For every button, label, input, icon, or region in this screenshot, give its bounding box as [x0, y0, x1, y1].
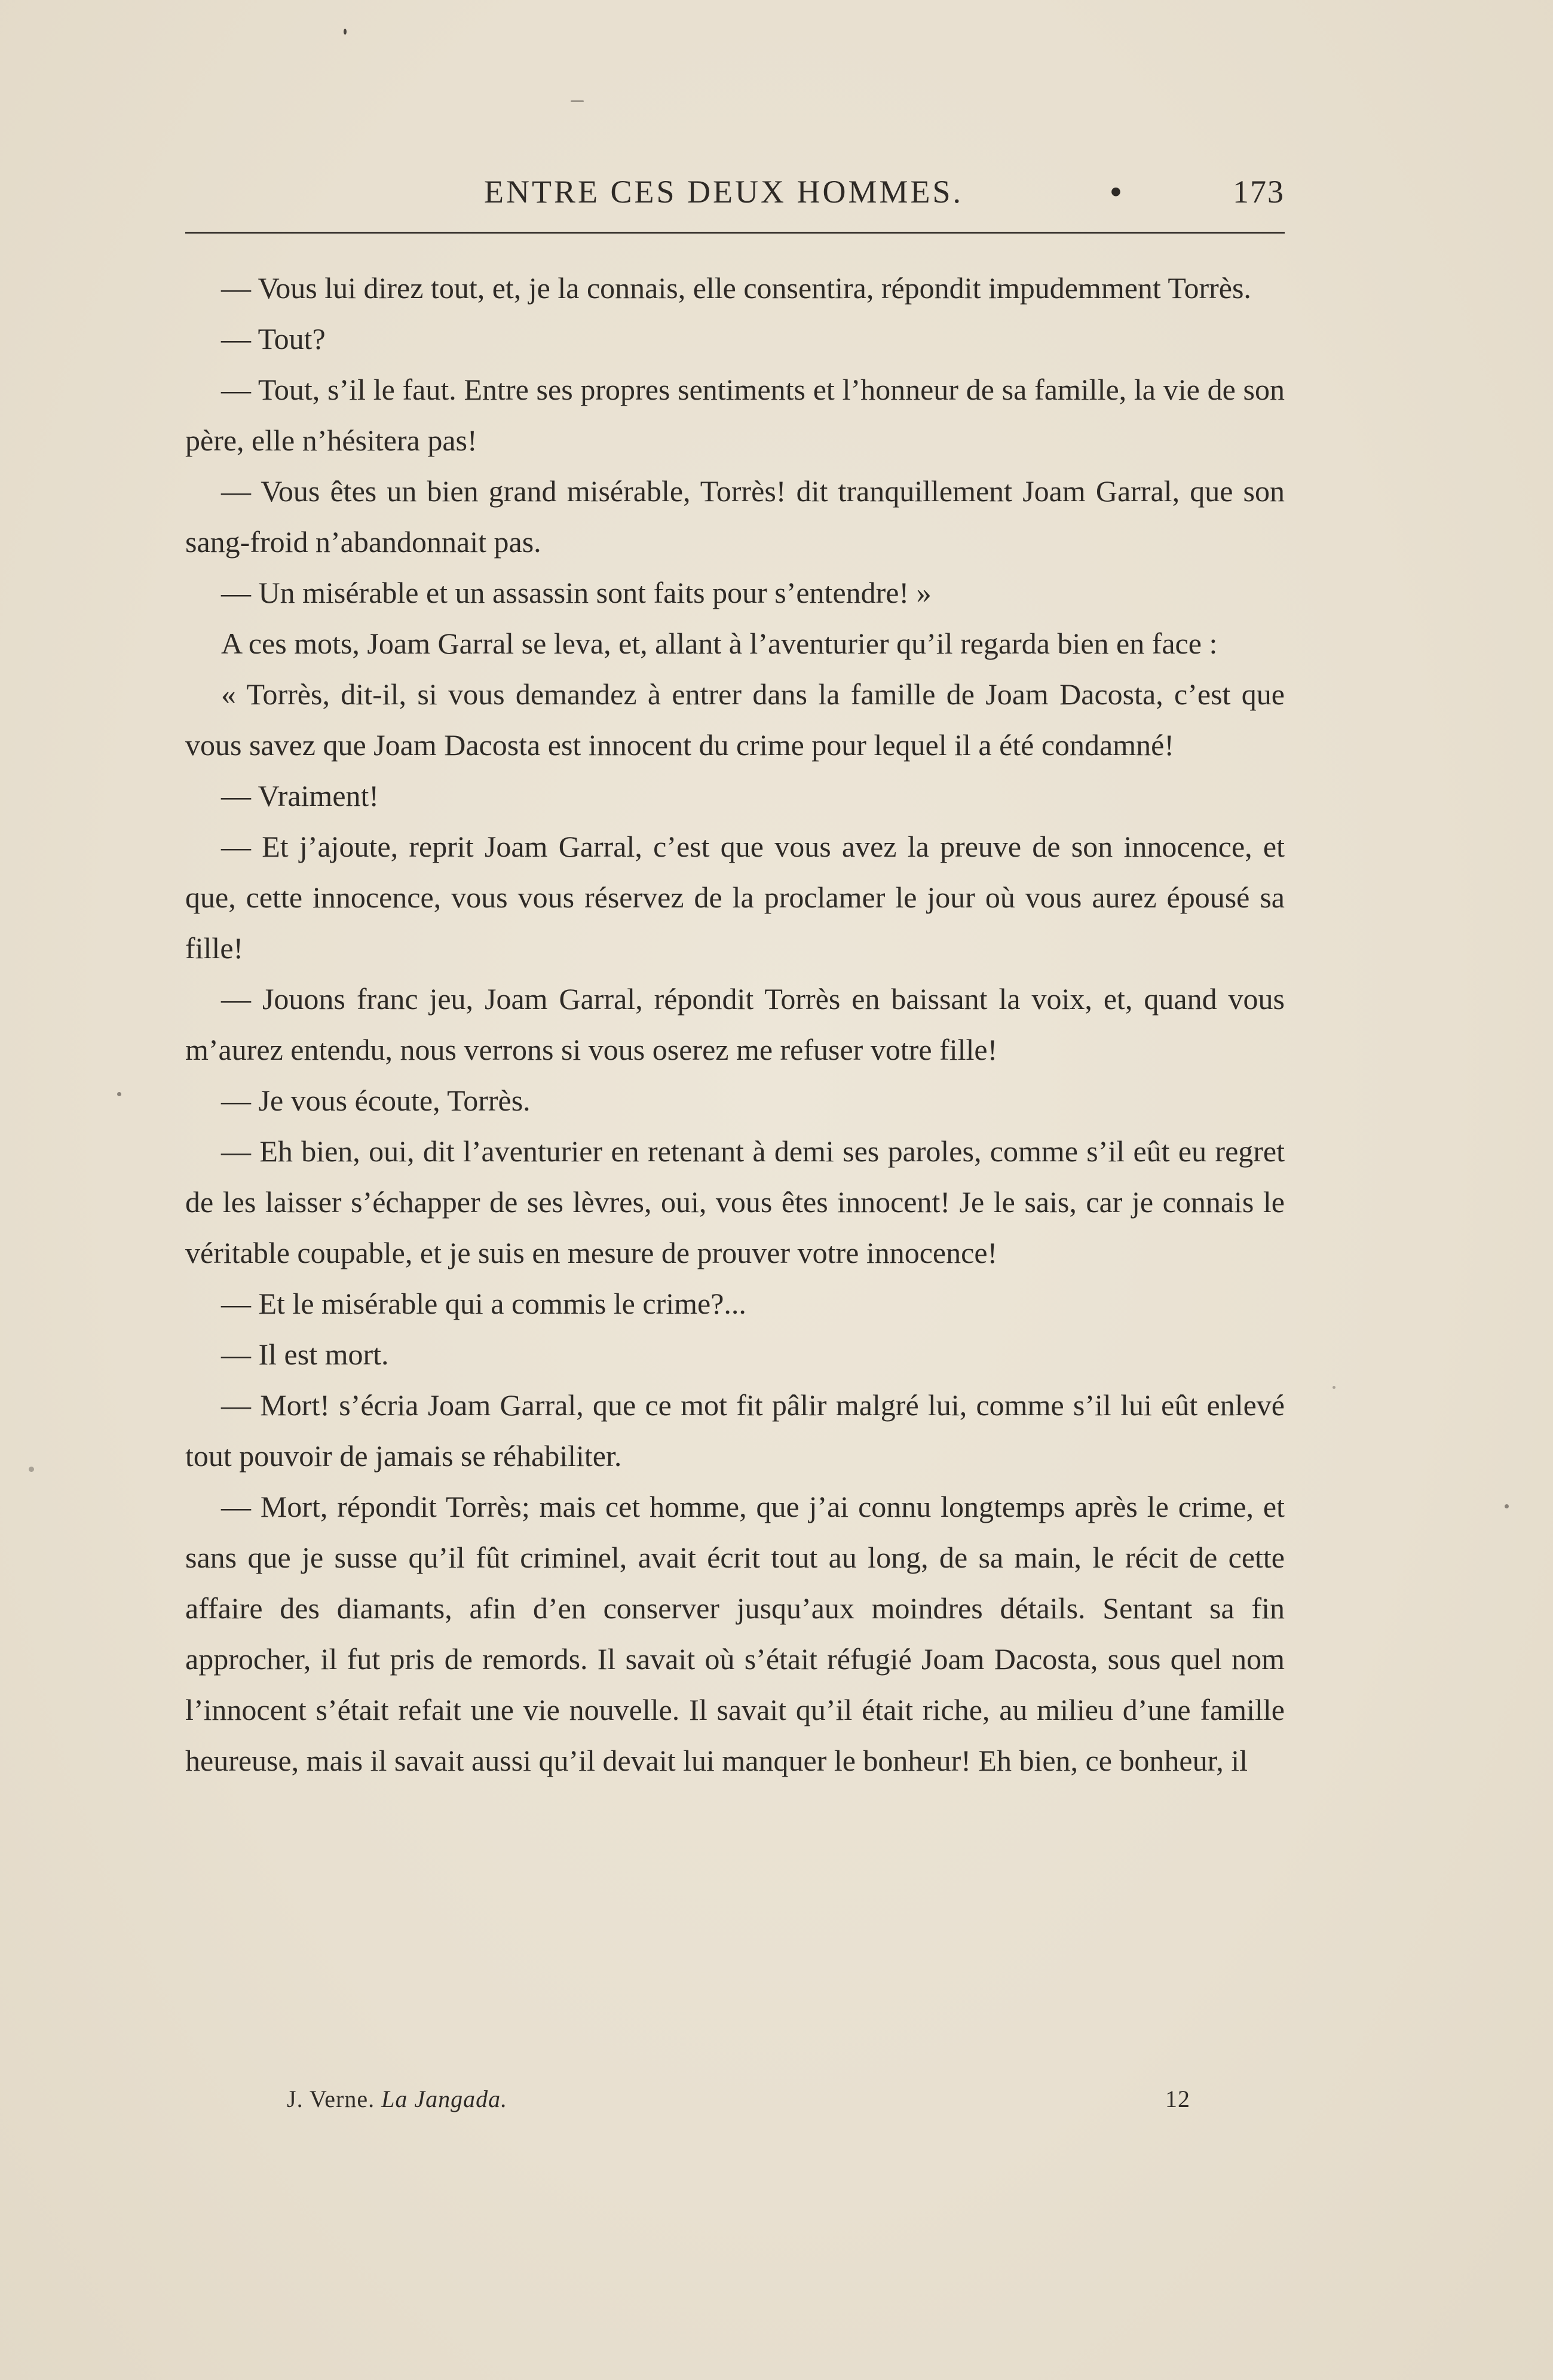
paragraph: — Et j’ajoute, reprit Joam Garral, c’est que vous avez la preuve de son innocence, et que, cette innocence, vous vous réservez de la proclamer le jour où vous aurez épousé sa fille!: [185, 830, 1285, 965]
paragraph: — Eh bien, oui, dit l’aventurier en retenant à demi ses paroles, comme s’il eût eu regret de les laisser s’échapper de ses lèvres, oui, vous êtes innocent! Je le sais, car je connais le véritable coupable, et je suis en mesure de prouver votre innocence!: [185, 1134, 1285, 1269]
paper-speck: [1505, 1504, 1509, 1508]
body-text: [185, 263, 1285, 1786]
footer-author: J. Verne.: [287, 2085, 375, 2112]
paragraph: — Il est mort.: [221, 1338, 389, 1371]
paragraph: — Un misérable et un assassin sont faits pour s’entendre! »: [221, 576, 932, 609]
paper-speck: [1333, 1386, 1335, 1389]
footer-book-title: La Jangada.: [381, 2085, 508, 2112]
paragraph: — Mort! s’écria Joam Garral, que ce mot fit pâlir malgré lui, comme s’il lui eût enlevé tout pouvoir de jamais se réhabiliter.: [185, 1388, 1285, 1473]
paper-speck: [29, 1467, 34, 1472]
paper-speck: [571, 100, 584, 102]
paragraph: — Vraiment!: [221, 779, 379, 812]
header-ornament: •: [1110, 174, 1122, 210]
paragraph: — Tout, s’il le faut. Entre ses propres sentiments et l’honneur de sa famille, la vie de son père, elle n’hésitera pas!: [185, 373, 1285, 457]
running-title: ENTRE CES DEUX HOMMES.: [484, 174, 964, 210]
footer-signature: [287, 2085, 507, 2113]
paragraph: « Torrès, dit-il, si vous demandez à entrer dans la famille de Joam Dacosta, c’est que vous savez que Joam Dacosta est innocent du crime pour lequel il a été condamné!: [185, 677, 1285, 762]
paragraph: — Vous êtes un bien grand misérable, Torrès! dit tranquillement Joam Garral, que son sang-froid n’abandonnait pas.: [185, 474, 1285, 559]
header-rule: [185, 232, 1285, 234]
paragraph: — Je vous écoute, Torrès.: [221, 1084, 531, 1117]
paragraph: — Et le misérable qui a commis le crime?...: [221, 1287, 746, 1320]
paragraph: — Mort, répondit Torrès; mais cet homme, que j’ai connu longtemps après le crime, et sans que je susse qu’il fût criminel, avait écrit tout au long, de sa main, le récit de cette affaire des diamants, afin d’en conserver jusqu’aux moindres détails. Sentant sa fin approcher, il fut pris de remords. Il savait où s’était réfugié Joam Dacosta, sous quel nom l’innocent s’était refait une vie nouvelle. Il savait qu’il était riche, au milieu d’une famille heureuse, mais il savait aussi qu’il devait lui manquer le bonheur! Eh bien, ce bonheur, il: [185, 1490, 1285, 1777]
page-footer: [185, 2085, 1285, 2121]
paragraph: — Tout?: [221, 322, 326, 355]
paragraph: — Jouons franc jeu, Joam Garral, répondit Torrès en baissant la voix, et, quand vous m’aurez entendu, nous verrons si vous oserez me refuser votre fille!: [185, 982, 1285, 1066]
paragraph: A ces mots, Joam Garral se leva, et, allant à l’aventurier qu’il regarda bien en face :: [221, 627, 1218, 660]
paper-speck: [117, 1092, 121, 1096]
page-header: [185, 173, 1285, 215]
page-number: 173: [1233, 174, 1285, 210]
paper-speck: [344, 29, 347, 35]
footer-signature-number: 12: [1165, 2085, 1190, 2112]
paragraph: — Vous lui direz tout, et, je la connais, elle consentira, répondit impudemment Torrès.: [221, 271, 1251, 305]
